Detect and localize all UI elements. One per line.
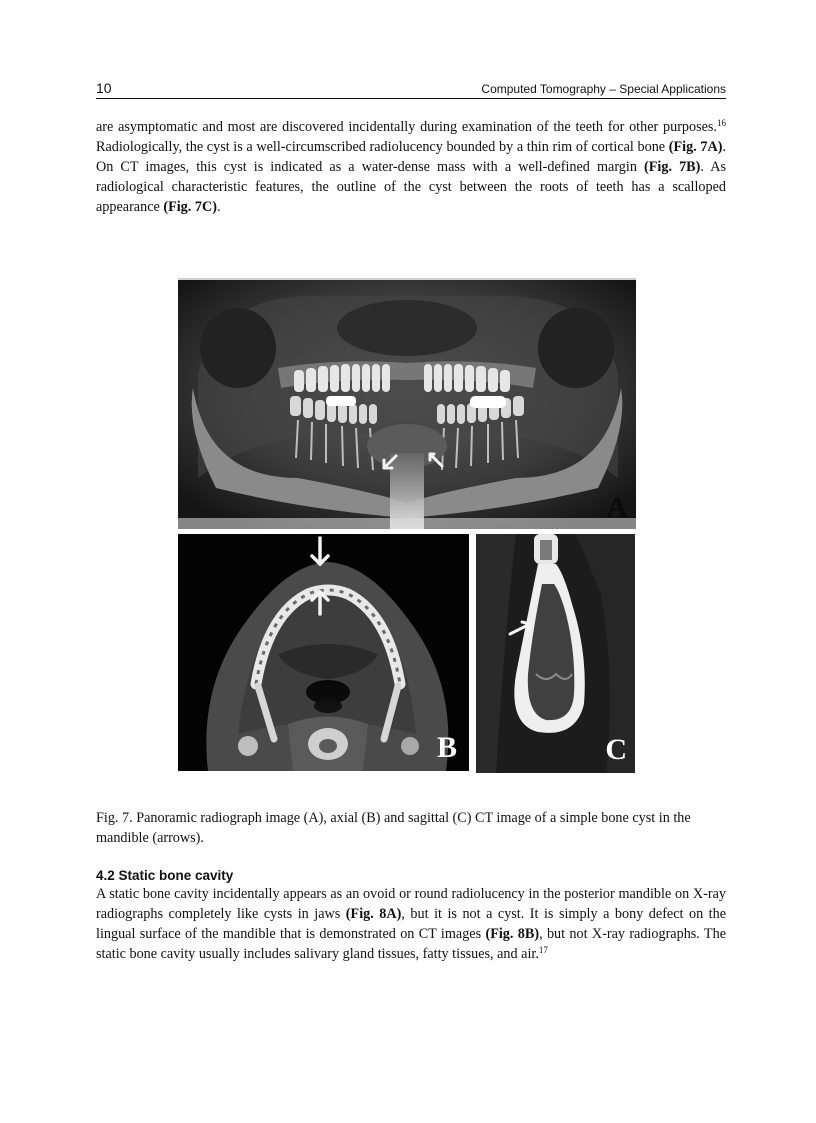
figure-caption: Fig. 7. Panoramic radiograph image (A), axial (B) and sagittal (C) CT image of a simple bone cyst in the mandible (arrows). <box>96 810 691 846</box>
reference-superscript: 17 <box>538 945 548 955</box>
running-header <box>96 79 726 99</box>
running-title: Computed Tomography – Special Applications <box>481 82 726 96</box>
section-heading: 4.2 Static bone cavity <box>96 868 234 883</box>
figure-7 <box>178 278 638 773</box>
axial-ct-panel <box>178 534 469 771</box>
section-paragraph <box>96 884 726 964</box>
section-text: , but it is not a cyst. It is simply a bony defect on the lingual surface of the mandible that is demonstrated on CT images <box>96 906 727 942</box>
intro-text: . On CT images, this cyst is indicated as a water-dense mass with a well-defined margin <box>96 139 726 175</box>
section-text: , but not X-ray radiographs. The static bone cavity usually includes salivary gland tissues, fatty tissues, and air. <box>96 926 726 962</box>
intro-paragraph <box>96 117 726 217</box>
intro-text: . <box>216 199 221 215</box>
panel-label-c: C <box>605 733 627 766</box>
figure-reference: (Fig. 7B) <box>644 159 701 175</box>
figure-reference: (Fig. 7C) <box>163 199 217 215</box>
intro-text: Radiologically, the cyst is a well-circumscribed radiolucency bounded by a thin rim of cortical bone <box>96 139 669 155</box>
panel-label-b: B <box>436 731 457 764</box>
figure-reference: (Fig. 8A) <box>345 906 402 922</box>
page-number: 10 <box>96 80 112 96</box>
reference-superscript: 16 <box>717 118 726 128</box>
panoramic-radiograph-image <box>178 278 636 529</box>
axial-ct-image <box>178 534 469 771</box>
panoramic-radiograph-panel <box>178 278 636 529</box>
intro-text: . As radiological characteristic features, the outline of the cyst between the roots of teeth has a scalloped appearance <box>96 159 726 215</box>
sagittal-ct-panel <box>476 534 635 773</box>
intro-text: are asymptomatic and most are discovered incidentally during examination of the teeth for other purposes. <box>96 119 717 135</box>
figure-reference: (Fig. 8B) <box>485 926 540 942</box>
panel-label-a: A <box>606 491 628 524</box>
section-text: A static bone cavity incidentally appears as an ovoid or round radiolucency in the posterior mandible on X-ray radiographs completely like cysts in jaws <box>96 886 726 922</box>
figure-reference: (Fig. 7A) <box>668 139 723 155</box>
